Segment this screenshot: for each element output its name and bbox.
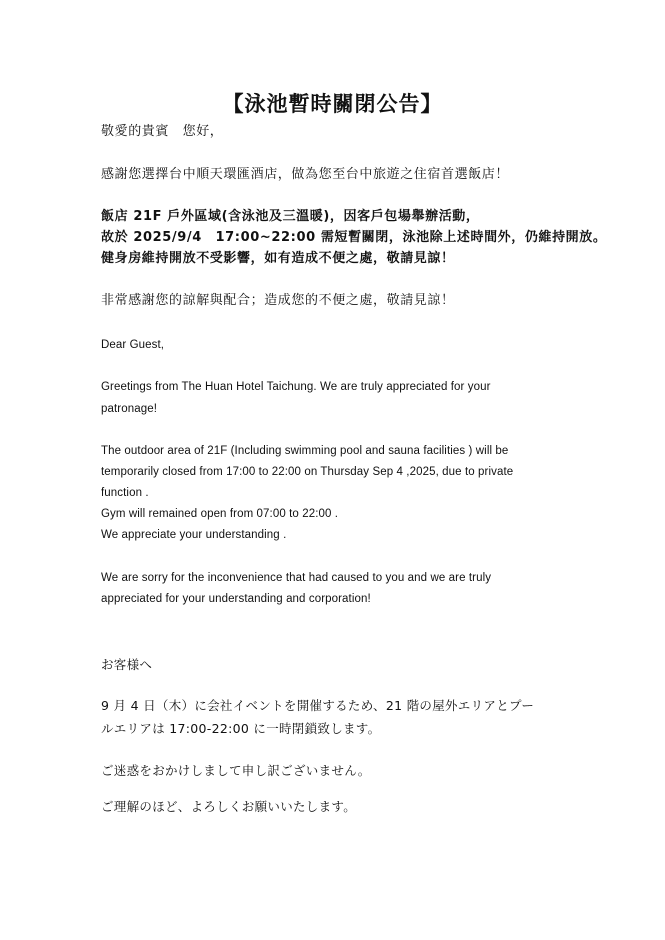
english-salutation: Dear Guest, [101, 339, 165, 351]
japanese-body-1: 9 月 4 日（木）に会社イベントを開催するため、21 階の屋外エリアとプー [101, 698, 535, 713]
english-sorry-1: We are sorry for the inconvenience that had caused to you and we are truly [101, 572, 492, 584]
english-body-1: The outdoor area of 21F (Including swimming pool and sauna facilities ) will be [101, 445, 509, 457]
chinese-greeting: 敬愛的貴賓 您好， [101, 124, 224, 139]
english-greeting-2: patronage! [101, 403, 157, 415]
chinese-line-1: 飯店 21F 戶外區域(含泳池及三溫暖)，因客戶包場舉辦活動， [101, 209, 480, 224]
english-body-2: temporarily closed from 17:00 to 22:00 on Thursday Sep 4 ,2025, due to private [101, 466, 514, 478]
chinese-line-3: 健身房維持開放不受影響，如有造成不便之處，敬請見諒！ [101, 251, 455, 266]
english-appreciate: We appreciate your understanding . [101, 529, 287, 541]
chinese-thanks: 感謝您選擇台中順天環匯酒店，做為您至台中旅遊之住宿首選飯店！ [101, 167, 510, 182]
english-sorry-2: appreciated for your understanding and corporation! [101, 593, 371, 605]
japanese-salutation: お客様へ [101, 657, 153, 672]
english-body-3: function . [101, 487, 149, 499]
japanese-apology: ご迷惑をおかけしまして申し訳ございません。 [101, 763, 371, 778]
chinese-closing: 非常感謝您的諒解與配合；造成您的不便之處，敬請見諒！ [101, 293, 455, 308]
japanese-body-2: ルエリアは 17:00-22:00 に一時閉鎖致します。 [101, 721, 381, 736]
japanese-closing: ご理解のほど、よろしくお願いいたします。 [101, 799, 357, 814]
chinese-line-2: 故於 2025/9/4 17:00~22:00 需短暫關閉，泳池除上述時間外，仍維持開放。 [101, 230, 607, 245]
english-gym: Gym will remained open from 07:00 to 22:00 . [101, 508, 339, 520]
notice-title: 【泳池暫時關閉公告】 [222, 92, 443, 116]
english-greeting-1: Greetings from The Huan Hotel Taichung. We are truly appreciated for your [101, 381, 491, 393]
